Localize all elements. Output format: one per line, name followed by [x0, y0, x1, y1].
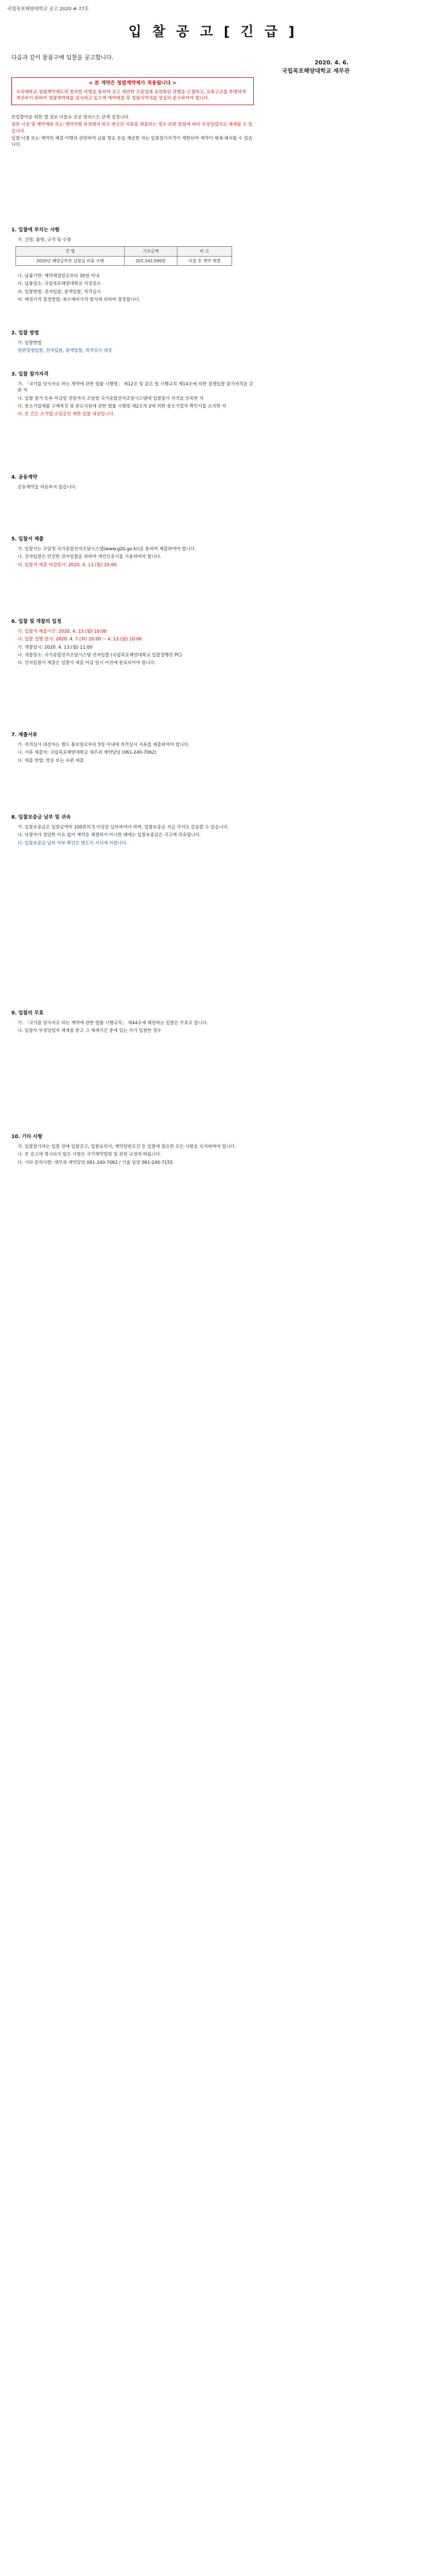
paragraph: 가. 입찰서는 조달청 국가종합전자조달시스템(www.g2b.go.kr)을 통하여 제출하여야 합니다. [18, 547, 196, 552]
table-header-cell: 기초금액 [124, 247, 177, 257]
paragraph: 다. 기타 문의사항: 재무과 계약담당 061-240-7062 / 기술 담당 061-240-7155 [18, 1160, 173, 1165]
paragraph: 가. 입찰참가자는 입찰 전에 입찰공고, 입찰유의서, 계약일반조건 등 입찰에 필요한 모든 사항을 숙지하여야 합니다. [18, 1144, 236, 1149]
section-1-details [18, 273, 255, 304]
section-7-details [18, 742, 255, 766]
paragraph: 나. 낙찰자가 정당한 이유 없이 계약을 체결하지 아니한 때에는 입찰보증금은 국고에 귀속됩니다. [18, 833, 201, 838]
table-cell: 201,342,500원 [124, 256, 177, 266]
section-2-details: 가. 입찰방법 일반경쟁입찰, 전자입찰, 총액입찰, 적격심사 대상 [18, 341, 112, 354]
table-header-cell: 비 고 [177, 247, 232, 257]
paragraph: 다. 전자입찰서 제출은 입찰서 제출 마감 일시 이전에 완료되어야 합니다. [18, 660, 156, 666]
paragraph: 나. 본 공고에 명시되지 않은 사항은 국가계약법령 및 관련 규정에 따릅니다. [18, 1152, 161, 1158]
section-10-details [18, 1144, 255, 1167]
table-row [16, 256, 232, 266]
bullet-list [11, 114, 254, 149]
paragraph: 나. 입찰 집행 일시: 2020. 4. 7.(화) 10:00 ~ 4. 13.(월) 10:00 [18, 637, 142, 642]
paragraph: 나. 서류 제출처: 국립목포해양대학교 재무과 계약담당 (061-240-7062) [18, 750, 157, 756]
paragraph: 나. 개찰장소: 국가종합전자조달시스템 전자입찰 (국립목포해양대학교 입찰집행관 PC) [18, 652, 182, 658]
table-cell: 2020년 해양공학관 실험실 비품 구매 [16, 256, 125, 266]
paragraph: 다. 입찰서 제출 마감일시: 2020. 4. 13.(월) 10:00 [18, 562, 117, 568]
section-8-details [18, 824, 255, 848]
paragraph: 가. 개찰일시: 2020. 4. 13.(월) 11:00 [18, 645, 93, 650]
intro-text: 다음과 같이 물품구매 입찰을 공고합니다. [11, 54, 114, 61]
section-9-details [18, 1020, 255, 1036]
paragraph: 나. 입찰자 부정당업자 제재를 받고 그 제재기간 중에 있는 자가 입찰한 경우 [18, 1028, 161, 1034]
table-cell: 낙찰 후 계약 체결 [177, 256, 232, 266]
paragraph: 다. 납품장소: 국립목포해양대학교 지정장소 [18, 281, 101, 287]
issuing-organization: 국립목포해양대학교 재무관 [282, 67, 350, 74]
paragraph: 가. 「국가를 당사자로 하는 계약에 관한 법률 시행규칙」 제44조에 해당하는 입찰은 무효로 합니다. [18, 1021, 208, 1026]
paragraph: 가. 입찰서 제출기간: 2020. 4. 13.(월) 10:00 [18, 629, 107, 634]
document-number: 국립목포해양대학교 공고 2020-#-77호 [7, 7, 89, 12]
page-title: 입 찰 공 고 [ 긴 급 ] [128, 24, 298, 40]
section-6-details [18, 629, 255, 668]
integrity-notice-heading: < 본 계약은 청렴계약제가 적용됩니다 > [88, 80, 177, 86]
paragraph: 마. 예정가격 결정방법: 복수예비가격 방식에 의하여 결정합니다. [18, 297, 140, 302]
section-heading: 7. 제출서류 [11, 732, 38, 738]
bullet-item: 본입찰약을 위한 앱 정보 더블유 공공 일러스트 관계 설정니다. [11, 115, 130, 120]
section-heading: 9. 입찰의 무효 [11, 1010, 44, 1016]
notice-date: 2020. 4. 6. [314, 59, 349, 66]
section-4-details: 공동계약을 허용하지 않습니다. [18, 485, 77, 490]
section-heading: 6. 입찰 및 개찰의 일정 [11, 619, 61, 624]
section-heading: 3. 입찰 참가자격 [11, 371, 48, 377]
section-heading: 5. 입찰서 제출 [11, 536, 44, 542]
integrity-notice-body: 우리대학교 청렴계약제도의 철저한 이행을 통하여 공고 제안한 조달업체 유착화된 관행을 근절하고, 유통구조를 투명하게 개선하기 위하여 청렴계약제를 실시하고 있으며 계약체결 후 청렴서약서를 성실히 준수하여야 합니다. [16, 89, 246, 101]
integrity-notice-box [11, 77, 254, 105]
paragraph: 다. 입찰보증금 납부 여부 확인은 별도의 서식에 의합니다. [18, 840, 128, 846]
section-heading: 2. 입찰 방법 [11, 330, 39, 336]
paragraph: 나. 전자입찰은 안전한 전자입찰을 위하여 개인인증서를 사용하여야 합니다. [18, 554, 161, 560]
section-3-details [18, 381, 255, 419]
paragraph: 나. 입찰 참가 등록 마감일 전일까지 조달청 국가종합전자조달시스템에 입찰참가 자격을 등록한 자 [18, 396, 204, 401]
section-5-details [18, 546, 255, 570]
paragraph: 나. 납품기한: 계약체결일로부터 30일 이내 [18, 274, 100, 279]
paragraph: 라. 입찰방법: 전자입찰, 총액입찰, 적격심사 [18, 289, 101, 295]
section-heading: 10. 기타 사항 [11, 1134, 43, 1140]
paragraph: 가. 입찰보증금은 입찰금액의 100분의 5 이상을 납부하여야 하며, 입찰보증금 지급 각서로 갈음할 수 있습니다. [18, 825, 229, 830]
subsection-heading: 가. 건명, 품명, 규격 및 수량 [18, 238, 71, 243]
paragraph: 다. 제출 방법: 방문 또는 우편 제출 [18, 758, 84, 764]
paragraph: 가. 「국가를 당사자로 하는 계약에 관한 법률 시행령」 제12조 및 같은 법 시행규칙 제14조에 의한 경쟁입찰 참가자격을 갖춘 자 [18, 382, 253, 394]
paragraph: 다. 중소기업제품 구매촉진 및 판로지원에 관한 법률 시행령 제2조의 2에 의한 중소기업자 확인서를 소지한 자 [18, 403, 226, 409]
section-heading: 4. 공동계약 [11, 474, 38, 480]
table-header-cell: 건 명 [16, 247, 125, 257]
section-heading: 1. 입찰에 부치는 사항 [11, 227, 60, 233]
section-heading: 8. 입찰보증금 납부 및 귀속 [11, 815, 71, 820]
paragraph: 가. 적격심사 대상자는 별도 통보일로부터 5일 이내에 적격심사 서류를 제출하여야 합니다. [18, 742, 190, 748]
bullet-item: 입찰·낙찰 또는 계약의 체결·이행과 관련하여 금품 향응 등을 제공한 자는 입찰참가자격이 제한되며 계약이 해제·해지될 수 있습니다. [11, 135, 253, 148]
paragraph: 라. 본 건은 소기업·소상공인 제한 입찰 대상입니다. [18, 412, 115, 417]
table-header-row [16, 247, 232, 257]
item-table [15, 246, 232, 266]
bullet-item: 일부 시설 및 계약계좌 또는 계약이행 과정에서 위조·변조된 서류를 제출하는 경우 관련 법령에 따라 부정당업자로 제재될 수 있습니다. [11, 122, 253, 134]
